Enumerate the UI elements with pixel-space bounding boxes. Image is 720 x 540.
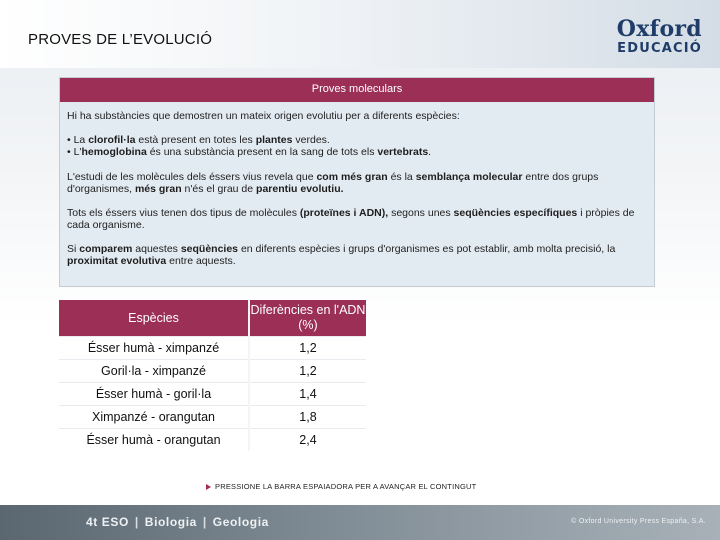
table-row: [59, 336, 366, 359]
header: [0, 0, 720, 68]
instruction-text: PRESSIONE LA BARRA ESPAIADORA PER A AVANÇAR EL CONTINGUT: [215, 482, 477, 491]
difference-cell: 2,4: [249, 428, 366, 451]
species-cell: Ésser humà - orangutan: [59, 428, 249, 451]
difference-cell: 1,4: [249, 382, 366, 405]
intro-paragraph: Hi ha substàncies que demostren un mateix origen evolutiu per a diferents espècies:: [67, 110, 460, 122]
difference-cell: 1,2: [249, 359, 366, 382]
list-item: • L'hemoglobina és una substància present en la sang de tots els vertebrats.: [67, 146, 644, 159]
molecular-study-paragraph: L'estudi de les molècules dels éssers vius revela que com més gran és la semblança molecular entre dos grups d'organismes, més gran n'és el grau de parentiu evolutiu.: [67, 170, 599, 195]
species-cell: Goril·la - ximpanzé: [59, 359, 249, 382]
advance-instruction: [206, 482, 476, 491]
course-label: [86, 515, 269, 529]
comparison-paragraph: Si comparem aquestes seqüències en diferents espècies i grups d'organismes es pot establir, amb molta precisió, la proximitat evolutiva entre aquests.: [67, 242, 616, 267]
oxford-educacio-logo: [590, 18, 702, 62]
course-level: 4t ESO: [86, 515, 129, 529]
separator-icon: |: [134, 515, 139, 529]
difference-cell: 1,2: [249, 336, 366, 359]
panel-body: [60, 102, 654, 268]
table-row: [59, 382, 366, 405]
difference-cell: 1,8: [249, 405, 366, 428]
species-cell: Ximpanzé - orangutan: [59, 405, 249, 428]
list-item: • La clorofil·la està present en totes les plantes verdes.: [67, 134, 644, 147]
page-title: PROVES DE L’EVOLUCIÓ: [28, 31, 213, 48]
substances-list: [67, 134, 644, 159]
logo-oxford-text: Oxford: [616, 16, 702, 42]
molecule-types-paragraph: Tots els éssers vius tenen dos tipus de molècules (proteïnes i ADN), segons unes seqüències específiques i pròpies de cada organisme.: [67, 206, 635, 231]
column-header-dna-difference: Diferències en l'ADN (%): [249, 300, 366, 336]
panel-title: Proves moleculars: [60, 78, 654, 102]
table-row: [59, 428, 366, 451]
table-row: [59, 405, 366, 428]
subject-geology: Geologia: [212, 515, 269, 529]
molecular-evidence-panel: [59, 77, 655, 287]
table-header-row: [59, 300, 366, 336]
footer: [0, 505, 720, 540]
copyright: © Oxford University Press España, S.A.: [571, 518, 706, 525]
species-cell: Ésser humà - goril·la: [59, 382, 249, 405]
subject-biology: Biologia: [144, 515, 197, 529]
species-cell: Ésser humà - ximpanzé: [59, 336, 249, 359]
column-header-species: Espècies: [59, 300, 249, 336]
logo-educacio-text: EDUCACIÓ: [617, 41, 702, 56]
play-arrow-icon: [206, 484, 211, 490]
separator-icon: |: [202, 515, 207, 529]
dna-differences-table: [59, 300, 366, 451]
table-row: [59, 359, 366, 382]
